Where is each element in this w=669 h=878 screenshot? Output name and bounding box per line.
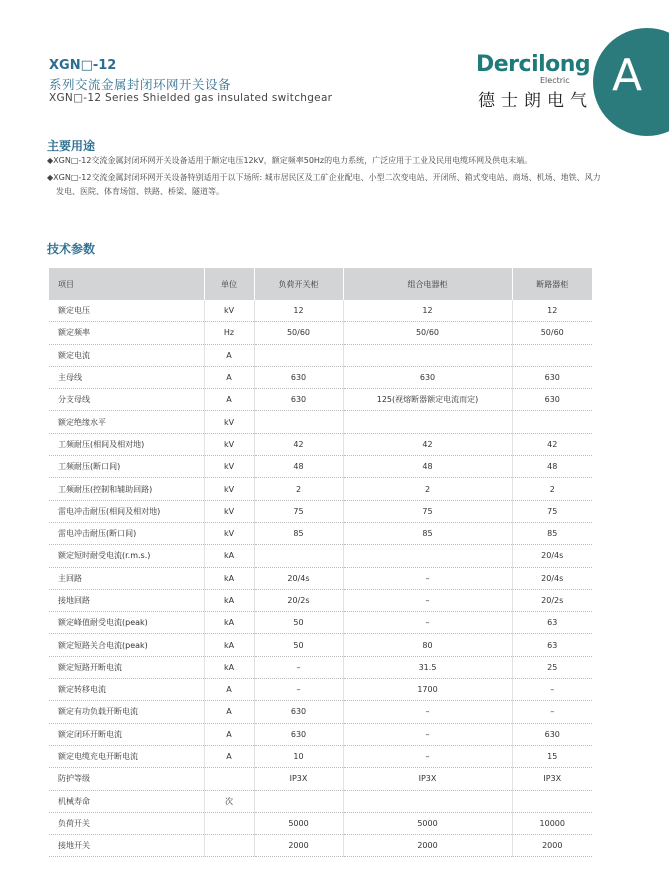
cell-combined <box>343 411 512 433</box>
header-breaker: 断路器柜 <box>512 268 592 300</box>
cell-breaker: 15 <box>512 745 592 767</box>
cell-unit: kA <box>204 612 254 634</box>
table-row <box>49 790 592 812</box>
table-row <box>49 522 592 544</box>
cell-combined: – <box>343 567 512 589</box>
cell-item: 额定电缆充电开断电流 <box>49 745 204 767</box>
cell-load-switch: 630 <box>254 389 343 411</box>
cell-load-switch: 630 <box>254 701 343 723</box>
cell-unit: kV <box>204 456 254 478</box>
usage-list <box>47 154 602 202</box>
usage-item: ◆XGN□-12交流金属封闭环网开关设备特别适用于以下场所: 城市居民区及工矿企业配电、小型二次变电站、开闭所、箱式变电站、商场、机场、地铁、风力发电、医院、体育场馆、铁路、桥梁、隧道等。 <box>47 172 601 196</box>
header-item: 项目 <box>49 268 204 300</box>
cell-unit: kV <box>204 522 254 544</box>
cell-item: 额定短时耐受电流(r.m.s.) <box>49 545 204 567</box>
table-row <box>49 433 592 455</box>
cell-item: 额定峰值耐受电流(peak) <box>49 612 204 634</box>
table-row <box>49 612 592 634</box>
cell-load-switch: 630 <box>254 366 343 388</box>
header-combined: 组合电器柜 <box>343 268 512 300</box>
cell-unit: 次 <box>204 790 254 812</box>
cell-unit: kA <box>204 567 254 589</box>
cell-unit: kV <box>204 411 254 433</box>
cell-unit: A <box>204 344 254 366</box>
cell-breaker: 42 <box>512 433 592 455</box>
table-row <box>49 745 592 767</box>
cell-breaker: 630 <box>512 389 592 411</box>
cell-unit: A <box>204 389 254 411</box>
table-row <box>49 411 592 433</box>
table-row <box>49 679 592 701</box>
cell-item: 主回路 <box>49 567 204 589</box>
cell-unit: kV <box>204 478 254 500</box>
cell-load-switch: 50 <box>254 612 343 634</box>
cell-combined: – <box>343 701 512 723</box>
cell-combined: 2 <box>343 478 512 500</box>
cell-load-switch <box>254 545 343 567</box>
cell-breaker: 2000 <box>512 835 592 857</box>
cell-combined <box>343 545 512 567</box>
cell-unit: A <box>204 723 254 745</box>
cell-load-switch: 48 <box>254 456 343 478</box>
product-title-en: XGN□-12 Series Shielded gas insulated switchgear <box>49 92 333 104</box>
usage-item: ◆XGN□-12交流金属封闭环网开关设备适用于额定电压12kV，额定频率50Hz的电力系统，广泛应用于工业及民用电缆环网及供电末端。 <box>47 156 533 165</box>
cell-unit: kV <box>204 300 254 322</box>
cell-item: 额定转移电流 <box>49 679 204 701</box>
table-row <box>49 723 592 745</box>
table-row <box>49 366 592 388</box>
cell-breaker: 63 <box>512 634 592 656</box>
cell-combined: 42 <box>343 433 512 455</box>
cell-item: 工频耐压(相间及相对地) <box>49 433 204 455</box>
cell-unit: kA <box>204 634 254 656</box>
cell-combined: – <box>343 723 512 745</box>
table-row <box>49 567 592 589</box>
cell-combined: 1700 <box>343 679 512 701</box>
brand-logo: Dercilong <box>476 52 591 77</box>
cell-item: 额定电压 <box>49 300 204 322</box>
cell-combined: 125(视熔断器额定电流而定) <box>343 389 512 411</box>
table-row <box>49 545 592 567</box>
cell-load-switch <box>254 411 343 433</box>
table-row <box>49 768 592 790</box>
cell-combined: 85 <box>343 522 512 544</box>
cell-load-switch: – <box>254 656 343 678</box>
cell-item: 额定电流 <box>49 344 204 366</box>
cell-combined: 12 <box>343 300 512 322</box>
cell-unit <box>204 835 254 857</box>
cell-unit: kV <box>204 433 254 455</box>
cell-breaker: IP3X <box>512 768 592 790</box>
table-row <box>49 835 592 857</box>
cell-load-switch: 2000 <box>254 835 343 857</box>
cell-load-switch: 75 <box>254 500 343 522</box>
cell-item: 主母线 <box>49 366 204 388</box>
cell-load-switch: 85 <box>254 522 343 544</box>
cell-breaker: 75 <box>512 500 592 522</box>
header-unit: 单位 <box>204 268 254 300</box>
cell-unit <box>204 812 254 834</box>
table-row <box>49 456 592 478</box>
cell-load-switch: 50/60 <box>254 322 343 344</box>
cell-combined: 75 <box>343 500 512 522</box>
cell-breaker: 2 <box>512 478 592 500</box>
cell-breaker: – <box>512 679 592 701</box>
cell-item: 分支母线 <box>49 389 204 411</box>
cell-item: 额定频率 <box>49 322 204 344</box>
cell-item: 额定有功负载开断电流 <box>49 701 204 723</box>
cell-item: 负荷开关 <box>49 812 204 834</box>
cell-load-switch <box>254 790 343 812</box>
cell-breaker: 50/60 <box>512 322 592 344</box>
cell-unit: kA <box>204 545 254 567</box>
cell-unit: kA <box>204 656 254 678</box>
cell-breaker: – <box>512 701 592 723</box>
cell-combined: 80 <box>343 634 512 656</box>
cell-unit: A <box>204 679 254 701</box>
cell-combined: 48 <box>343 456 512 478</box>
cell-load-switch: 10 <box>254 745 343 767</box>
table-header-row <box>49 268 592 300</box>
cell-combined: 31.5 <box>343 656 512 678</box>
table-row <box>49 389 592 411</box>
cell-load-switch: – <box>254 679 343 701</box>
product-title-cn: 系列交流金属封闭环网开关设备 <box>49 77 232 92</box>
cell-breaker <box>512 411 592 433</box>
cell-item: 机械寿命 <box>49 790 204 812</box>
cell-combined: 5000 <box>343 812 512 834</box>
cell-breaker: 630 <box>512 366 592 388</box>
cell-load-switch: 50 <box>254 634 343 656</box>
cell-load-switch: 20/4s <box>254 567 343 589</box>
specs-table <box>49 268 592 857</box>
cell-combined: 2000 <box>343 835 512 857</box>
cell-breaker: 48 <box>512 456 592 478</box>
table-row <box>49 701 592 723</box>
cell-load-switch: 630 <box>254 723 343 745</box>
cell-unit: A <box>204 366 254 388</box>
cell-combined <box>343 790 512 812</box>
cell-breaker: 10000 <box>512 812 592 834</box>
specs-title: 技术参数 <box>47 242 96 256</box>
cell-item: 雷电冲击耐压(断口间) <box>49 522 204 544</box>
table-row <box>49 656 592 678</box>
cell-breaker: 63 <box>512 612 592 634</box>
cell-unit: A <box>204 745 254 767</box>
cell-combined: 630 <box>343 366 512 388</box>
brand-name-cn: 德士朗电气 <box>478 91 593 111</box>
cell-combined: – <box>343 589 512 611</box>
table-row <box>49 589 592 611</box>
cell-combined <box>343 344 512 366</box>
usage-title: 主要用途 <box>47 139 96 153</box>
table-row <box>49 812 592 834</box>
cell-item: 接地开关 <box>49 835 204 857</box>
table-row <box>49 478 592 500</box>
logo-letter: A <box>612 50 643 101</box>
cell-unit <box>204 768 254 790</box>
cell-unit: A <box>204 701 254 723</box>
cell-item: 接地回路 <box>49 589 204 611</box>
cell-item: 防护等级 <box>49 768 204 790</box>
cell-breaker: 85 <box>512 522 592 544</box>
product-model: XGN□-12 <box>49 58 117 73</box>
cell-load-switch: 42 <box>254 433 343 455</box>
cell-breaker <box>512 344 592 366</box>
header-load-switch: 负荷开关柜 <box>254 268 343 300</box>
cell-item: 工频耐压(控制和辅助回路) <box>49 478 204 500</box>
cell-load-switch: 20/2s <box>254 589 343 611</box>
cell-breaker: 20/4s <box>512 567 592 589</box>
cell-load-switch: IP3X <box>254 768 343 790</box>
cell-item: 额定短路开断电流 <box>49 656 204 678</box>
cell-breaker: 20/2s <box>512 589 592 611</box>
cell-breaker <box>512 790 592 812</box>
cell-load-switch <box>254 344 343 366</box>
cell-breaker: 630 <box>512 723 592 745</box>
cell-combined: – <box>343 612 512 634</box>
table-row <box>49 634 592 656</box>
cell-unit: kA <box>204 589 254 611</box>
cell-item: 雷电冲击耐压(相间及相对地) <box>49 500 204 522</box>
cell-breaker: 20/4s <box>512 545 592 567</box>
cell-load-switch: 2 <box>254 478 343 500</box>
cell-combined: – <box>343 745 512 767</box>
cell-breaker: 25 <box>512 656 592 678</box>
cell-unit: Hz <box>204 322 254 344</box>
table-row <box>49 344 592 366</box>
cell-breaker: 12 <box>512 300 592 322</box>
table-row <box>49 300 592 322</box>
cell-item: 额定绝缘水平 <box>49 411 204 433</box>
table-row <box>49 500 592 522</box>
cell-load-switch: 5000 <box>254 812 343 834</box>
cell-item: 工频耐压(断口间) <box>49 456 204 478</box>
brand-sub: Electric <box>540 76 570 85</box>
cell-combined: 50/60 <box>343 322 512 344</box>
cell-unit: kV <box>204 500 254 522</box>
cell-combined: IP3X <box>343 768 512 790</box>
cell-item: 额定闭环开断电流 <box>49 723 204 745</box>
cell-load-switch: 12 <box>254 300 343 322</box>
table-row <box>49 322 592 344</box>
cell-item: 额定短路关合电流(peak) <box>49 634 204 656</box>
